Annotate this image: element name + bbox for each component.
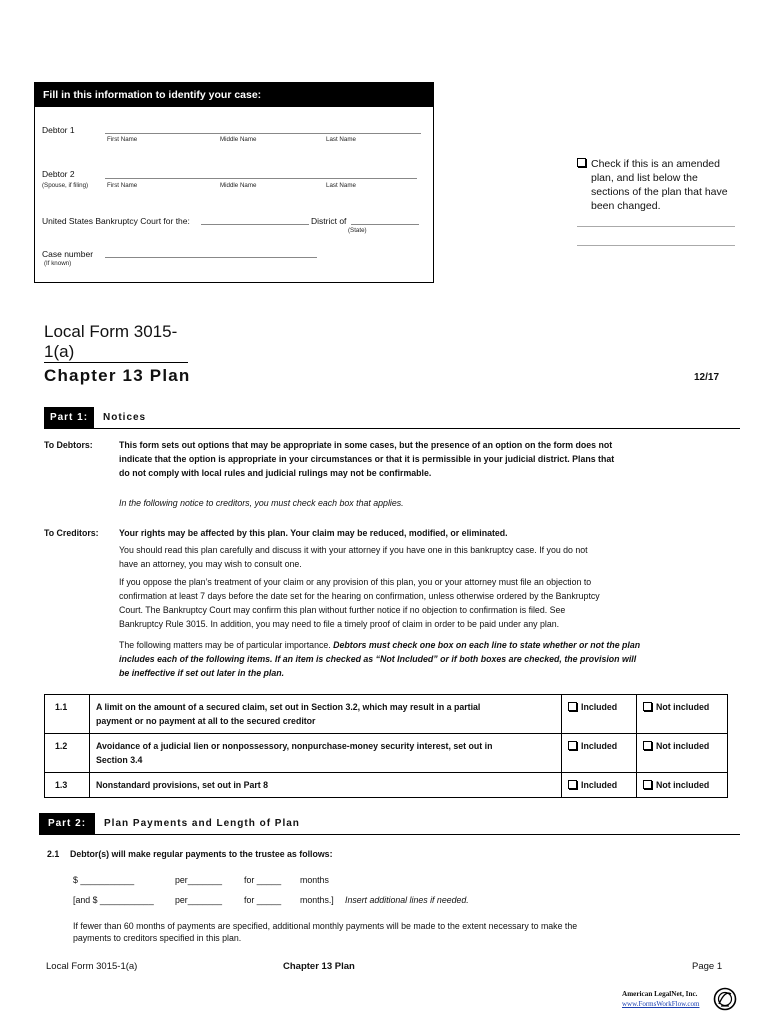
item-description-line1: Nonstandard provisions, set out in Part 8	[96, 780, 269, 790]
debtor2-name-field[interactable]	[105, 178, 417, 179]
to-debtors-label: To Debtors:	[44, 440, 93, 450]
debtor1-first-name-caption: First Name	[107, 136, 138, 143]
item-description	[90, 695, 562, 734]
debtor2-last-name-caption: Last Name	[326, 182, 356, 189]
payment-per-2[interactable]: per_______	[175, 895, 222, 905]
item-description-line2: Section 3.4	[96, 755, 143, 765]
included-option[interactable]	[562, 734, 637, 773]
form-name-underline	[44, 362, 188, 363]
included-option[interactable]	[562, 695, 637, 734]
creditors-para3	[119, 638, 739, 680]
part2-tag: Part 2:	[39, 813, 95, 834]
table-row	[45, 734, 728, 773]
to-debtors-line3: do not comply with local rules and judicial rulings may not be confirmable.	[119, 468, 432, 478]
creditors-para3-bold2: includes each of the following items. If an item is checked as “Not Included” or if both boxes are checked, the provision will	[119, 654, 637, 664]
not-included-checkbox[interactable]	[643, 780, 652, 789]
creditors-para3-start: The following matters may be of particular importance.	[119, 640, 331, 650]
creditors-para3-bold1: Debtors must check one box on each line to state whether or not the plan	[333, 640, 641, 650]
debtor2-label: Debtor 2	[42, 169, 75, 179]
item-description-line2: payment or no payment at all to the secured creditor	[96, 716, 316, 726]
creditors-para2-line4: Bankruptcy Rule 3015. In addition, you may need to file a timely proof of claim in order to be paid under any plan.	[119, 619, 560, 629]
included-checkbox[interactable]	[568, 702, 577, 711]
district-label: District of	[311, 216, 347, 226]
debtor1-label: Debtor 1	[42, 125, 75, 135]
payment-amount-2[interactable]: [and $ ___________	[73, 895, 154, 905]
creditors-para1-line1: You should read this plan carefully and discuss it with your attorney if you have one in this bankruptcy case. If you do not	[119, 545, 588, 555]
creditors-para1	[119, 543, 739, 571]
creditors-para2	[119, 575, 739, 631]
debtor2-middle-name-caption: Middle Name	[220, 182, 257, 189]
state-caption: (State)	[348, 227, 367, 234]
item-number: 1.1	[45, 695, 90, 734]
part1-tag: Part 1:	[44, 407, 94, 428]
notice-instruction: In the following notice to creditors, you must check each box that applies.	[119, 498, 404, 508]
to-debtors-line2: indicate that the option is appropriate in your circumstances or that it is permissible in your judicial district. Plans that	[119, 454, 615, 464]
section-2-1-text: Debtor(s) will make regular payments to the trustee as follows:	[70, 849, 333, 859]
part2-title: Plan Payments and Length of Plan	[104, 818, 300, 829]
fewer-months-line1: If fewer than 60 months of payments are specified, additional monthly payments will be made to the extent necessary to make the	[73, 921, 578, 931]
footer-title: Chapter 13 Plan	[283, 961, 355, 972]
section-2-1-number: 2.1	[47, 849, 60, 859]
amended-plan-line3: sections of the plan that have	[591, 186, 728, 198]
fewer-months-note	[73, 920, 733, 944]
to-creditors-label: To Creditors:	[44, 528, 99, 538]
creditors-warning: Your rights may be affected by this plan. Your claim may be reduced, modified, or eliminated.	[119, 528, 508, 538]
included-label: Included	[581, 702, 618, 712]
form-name-line2: 1(a)	[44, 342, 75, 361]
brand-name: American LegalNet, Inc.	[622, 990, 698, 998]
not-included-checkbox[interactable]	[643, 702, 652, 711]
case-info-box	[34, 82, 434, 283]
form-title: Chapter 13 Plan	[44, 366, 191, 385]
part1-rule	[44, 428, 740, 429]
debtor2-spouse-caption: (Spouse, if filing)	[42, 182, 89, 189]
not-included-option[interactable]	[637, 695, 728, 734]
part2-rule	[39, 834, 740, 835]
included-label: Included	[581, 741, 618, 751]
amended-plan-checkbox[interactable]	[577, 158, 586, 167]
amended-changes-field-2[interactable]	[577, 245, 735, 246]
payment-months-1: months	[300, 875, 329, 885]
part1-title: Notices	[103, 412, 147, 423]
included-option[interactable]	[562, 773, 637, 798]
to-debtors-line1: This form sets out options that may be appropriate in some cases, but the presence of an option on the form does not	[119, 440, 613, 450]
creditors-para3-bold3: be ineffective if set out later in the plan.	[119, 668, 285, 678]
brand-stamp	[617, 983, 737, 1015]
to-debtors-text	[119, 438, 739, 480]
debtor1-last-name-caption: Last Name	[326, 136, 356, 143]
debtor2-first-name-caption: First Name	[107, 182, 138, 189]
table-row	[45, 773, 728, 798]
amended-plan-line4: been changed.	[591, 200, 661, 212]
district-field[interactable]	[351, 224, 419, 225]
not-included-label: Not included	[656, 780, 710, 790]
amended-plan-block	[577, 157, 728, 213]
included-checkbox[interactable]	[568, 741, 577, 750]
additional-lines-instruction: Insert additional lines if needed.	[345, 895, 469, 905]
not-included-checkbox[interactable]	[643, 741, 652, 750]
payment-months-2: months.]	[300, 895, 334, 905]
case-number-field[interactable]	[105, 257, 317, 258]
not-included-label: Not included	[656, 702, 710, 712]
form-date: 12/17	[694, 372, 720, 383]
creditors-para2-line3: Court. The Bankruptcy Court may confirm this plan without further notice if no objection to confirmation is filed. See	[119, 605, 566, 615]
payment-for-1[interactable]: for _____	[244, 875, 282, 885]
court-label: United States Bankruptcy Court for the:	[42, 216, 190, 226]
included-checkbox[interactable]	[568, 780, 577, 789]
item-description	[90, 773, 562, 798]
debtor1-middle-name-caption: Middle Name	[220, 136, 257, 143]
fewer-months-line2: payments to creditors specified in this plan.	[73, 933, 242, 943]
item-description-line1: Avoidance of a judicial lien or nonpossessory, nonpurchase-money security interest, set out in	[96, 741, 493, 751]
case-number-label: Case number	[42, 249, 94, 259]
creditors-para2-line1: If you oppose the plan’s treatment of your claim or any provision of this plan, you or your attorney must file an objection to	[119, 577, 592, 587]
payment-amount-1[interactable]: $ ___________	[73, 875, 135, 885]
creditors-para1-line2: have an attorney, you may wish to consult one.	[119, 559, 302, 569]
debtor1-name-field[interactable]	[105, 133, 421, 134]
form-name-line1: Local Form 3015-	[44, 322, 178, 341]
not-included-option[interactable]	[637, 734, 728, 773]
court-field[interactable]	[201, 224, 309, 225]
creditors-para2-line2: confirmation at least 7 days before the date set for the hearing on confirmation, unless otherwise ordered by the Bankruptcy	[119, 591, 600, 601]
payment-for-2[interactable]: for _____	[244, 895, 282, 905]
case-info-header: Fill in this information to identify your case:	[35, 83, 433, 107]
not-included-label: Not included	[656, 741, 710, 751]
included-items-table	[44, 694, 728, 798]
brand-url[interactable]: www.FormsWorkFlow.com	[622, 1000, 700, 1008]
item-number: 1.3	[45, 773, 90, 798]
case-number-known-caption: (If known)	[44, 260, 72, 267]
footer-form-name: Local Form 3015-1(a)	[46, 961, 138, 972]
payment-per-1[interactable]: per_______	[175, 875, 222, 885]
item-number: 1.2	[45, 734, 90, 773]
item-description	[90, 734, 562, 773]
footer-page-number: Page 1	[692, 961, 723, 972]
amended-plan-line2: plan, and list below the	[591, 172, 698, 184]
amended-changes-field-1[interactable]	[577, 226, 735, 227]
brand-logo-icon	[713, 986, 737, 1012]
amended-plan-line1: Check if this is an amended	[591, 158, 720, 170]
not-included-option[interactable]	[637, 773, 728, 798]
table-row	[45, 695, 728, 734]
included-label: Included	[581, 780, 618, 790]
item-description-line1: A limit on the amount of a secured claim, set out in Section 3.2, which may result in a partial	[96, 702, 481, 712]
